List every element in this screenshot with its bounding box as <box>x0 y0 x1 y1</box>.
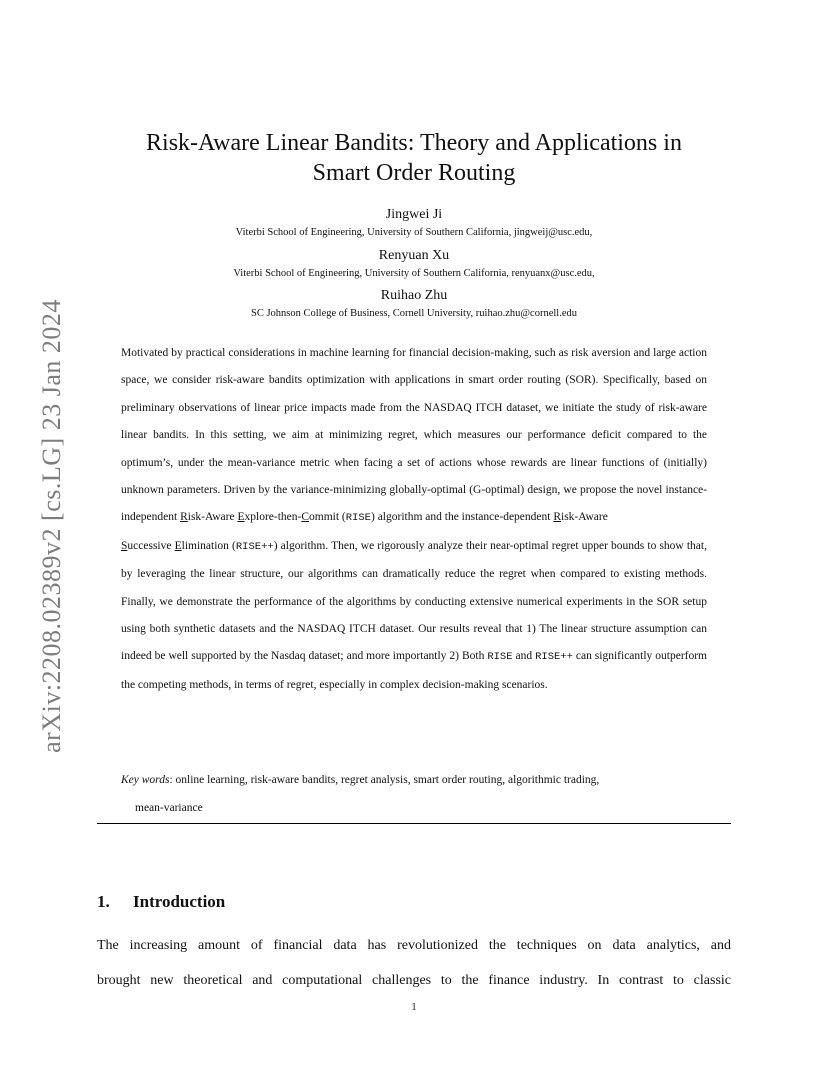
abstract <box>121 340 707 699</box>
section-number: 1. <box>97 892 110 911</box>
author-name: Ruihao Zhu <box>380 288 448 303</box>
body-text-line: The increasing amount of financial data has revolutionized the techniques on data analytics, and <box>97 938 731 953</box>
abstract-text: isk-Aware <box>561 511 608 524</box>
author-block-3 <box>120 288 708 319</box>
paper-title <box>120 128 708 188</box>
abstract-text: Motivated by practical considerations in machine learning for financial decision-making, such as risk aversion and large action space, we consider risk-aware bandits optimization with applications in smart order routing (SOR). Specifically, based on preliminary observations of linear price impacts made from the NASDAQ ITCH dataset, we initiate the study of risk-aware linear bandits. In this setting, we aim at minimizing regret, which measures our performance deficit compared to the optimum’s, under the mean-variance metric when facing a set of actions whose rewards are linear functions of (initially) unknown parameters. Driven by the variance-minimizing globally-optimal (G-optimal) design, we propose the novel instance-independent <box>121 347 707 524</box>
arxiv-identifier[interactable]: arXiv:2208.02389v2 [cs.LG] 23 Jan 2024 <box>37 299 66 753</box>
author-block-2 <box>120 248 708 279</box>
author-affiliation[interactable]: SC Johnson College of Business, Cornell University, ruihao.zhu@cornell.edu <box>251 308 577 319</box>
algorithm-name-rise: RISE <box>487 651 513 664</box>
author-affiliation[interactable]: Viterbi School of Engineering, University of Southern California, jingweij@usc.edu, <box>235 227 593 238</box>
body-text-line: brought new theoretical and computational challenges to the finance industry. In contrast to classic <box>97 973 731 988</box>
algorithm-name-risepp: RISE++ <box>535 651 573 664</box>
page-number: 1 <box>411 1002 417 1013</box>
rise-initial: E <box>237 511 245 524</box>
rise-initial: R <box>180 511 188 524</box>
section-heading <box>97 892 225 912</box>
keywords-list-continued: mean-variance <box>135 802 203 814</box>
title-line-2: Smart Order Routing <box>312 160 516 186</box>
abstract-text: uccessive <box>127 539 175 552</box>
risepp-initial: E <box>174 539 182 552</box>
section-title: Introduction <box>133 892 226 911</box>
keywords-list: online learning, risk-aware bandits, regret analysis, smart order routing, algorithmic trading, <box>175 774 600 786</box>
abstract-text: ommit ( <box>309 511 346 524</box>
author-affiliation[interactable]: Viterbi School of Engineering, University of Southern California, renyuanx@usc.edu, <box>233 268 595 279</box>
abstract-text: and <box>512 650 536 663</box>
rise-initial: C <box>301 511 310 524</box>
algorithm-name-rise: RISE <box>345 512 371 525</box>
algorithm-name-risepp: RISE++ <box>235 540 274 553</box>
introduction-text <box>97 928 731 998</box>
title-line-1: Risk-Aware Linear Bandits: Theory and Applications in <box>146 130 682 156</box>
abstract-text: xplore-then- <box>244 511 302 524</box>
keywords-label: Key words <box>121 774 170 786</box>
horizontal-rule <box>97 823 731 824</box>
abstract-text: ) algorithm and the instance-dependent <box>370 511 554 524</box>
abstract-text: can significantly outperform the competing methods, in terms of regret, especially in complex decision-making scenarios. <box>121 650 708 691</box>
risepp-initial: R <box>553 511 561 524</box>
author-name: Renyuan Xu <box>378 248 450 263</box>
keywords <box>121 766 707 822</box>
author-name: Jingwei Ji <box>385 207 443 222</box>
abstract-text: ) algorithm. Then, we rigorously analyze their near-optimal regret upper bounds to show that, by leveraging the linear structure, our algorithms can dramatically reduce the regret when compared to existing methods. Finally, we demonstrate the performance of the algorithms by conducting extensive numerical experiments in the SOR setup using both synthetic datasets and the NASDAQ ITCH dataset. Our results reveal that 1) The linear structure assumption can indeed be well supported by the Nasdaq dataset; and more importantly 2) Both <box>121 539 707 663</box>
abstract-text: isk-Aware <box>187 511 238 524</box>
abstract-text: limination ( <box>181 539 236 552</box>
risepp-initial: S <box>121 539 128 552</box>
keywords-colon: : <box>169 774 176 786</box>
author-block-1 <box>120 207 708 238</box>
